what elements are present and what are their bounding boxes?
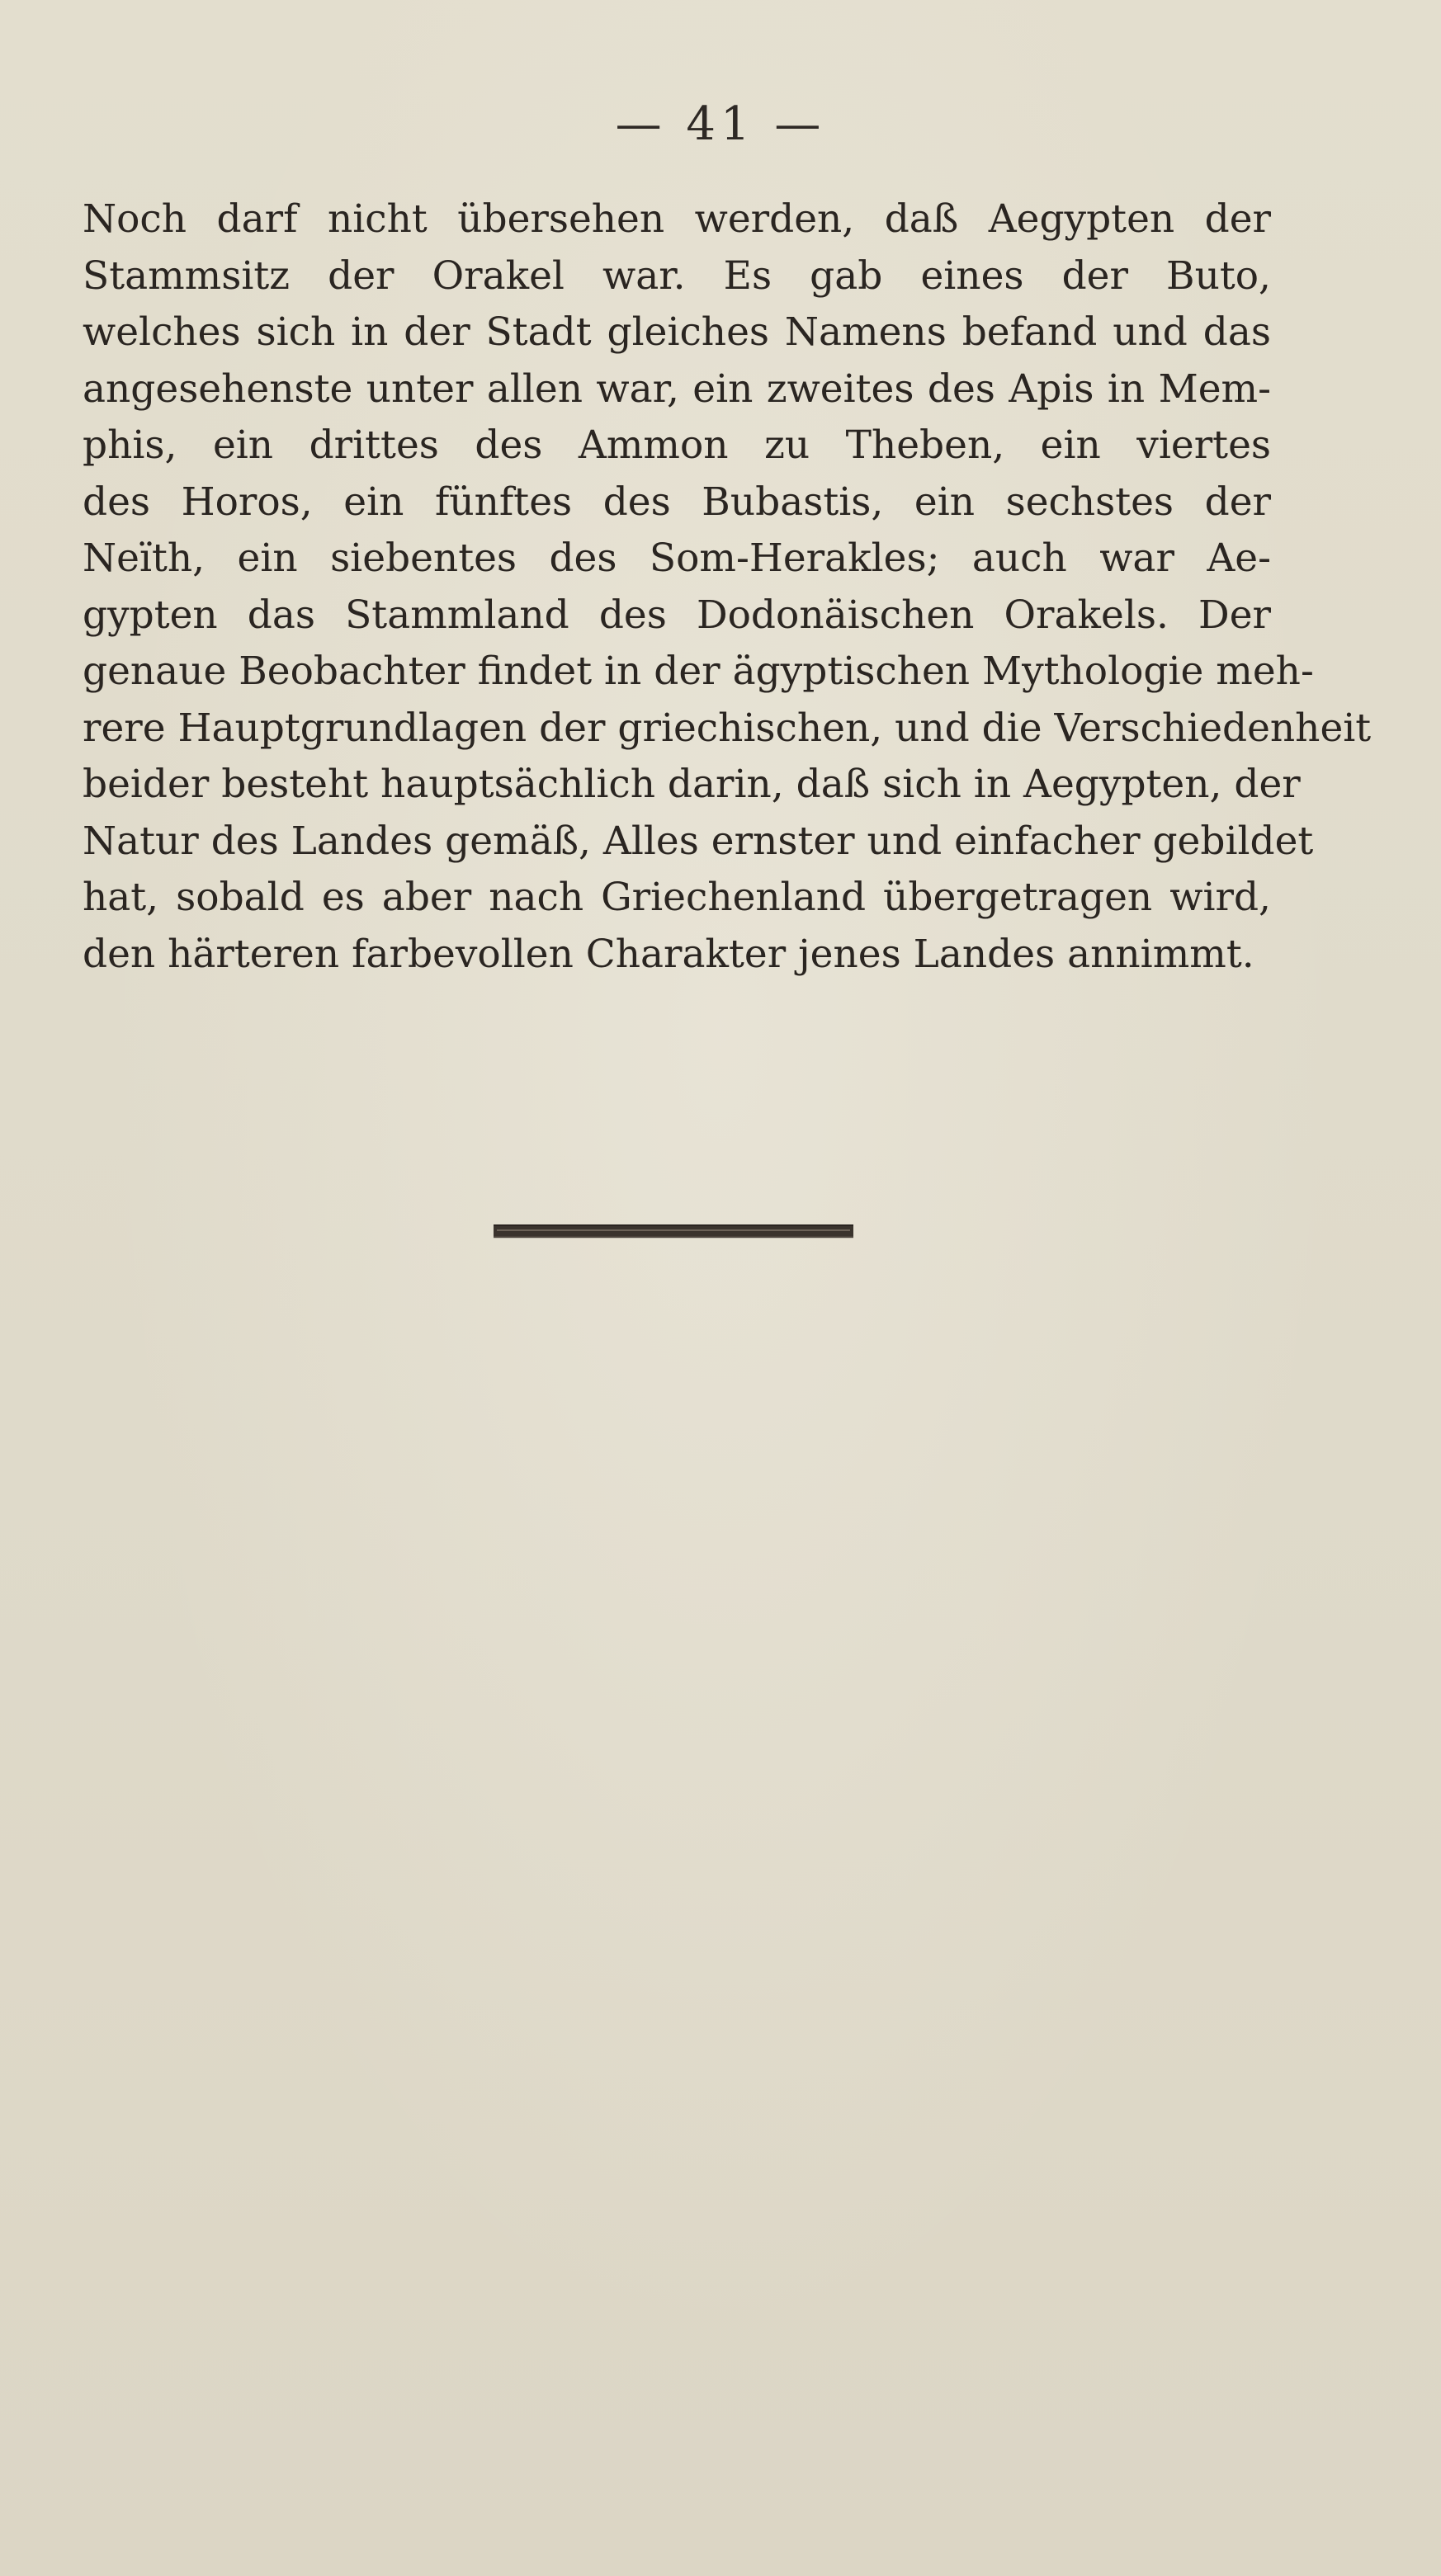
text-line: Neïth, ein siebentes des Som-Herakles; auch war Ae- bbox=[83, 535, 1271, 581]
text-line: hat, sobald es aber nach Griechenland übergetragen wird, bbox=[83, 875, 1271, 920]
text-line: phis, ein drittes des Ammon zu Theben, ein viertes bbox=[83, 422, 1271, 468]
text-line: welches sich in der Stadt gleiches Namens befand und das bbox=[83, 309, 1271, 355]
section-divider-rule bbox=[494, 1224, 853, 1238]
text-line: rere Hauptgrundlagen der griechischen, und die Verschiedenheit bbox=[83, 705, 1372, 751]
page-number: — 41 — bbox=[615, 97, 826, 151]
text-line: gypten das Stammland des Dodonäischen Orakels. Der bbox=[83, 592, 1271, 638]
text-line: Natur des Landes gemäß, Alles ernster und einfacher gebildet bbox=[83, 818, 1314, 864]
body-paragraph bbox=[83, 191, 1372, 983]
text-line: beider besteht hauptsächlich darin, daß sich in Aegypten, der bbox=[83, 762, 1301, 807]
text-line: Noch darf nicht übersehen werden, daß Aegypten der bbox=[83, 196, 1271, 242]
text-line: angesehenste unter allen war, ein zweites des Apis in Mem- bbox=[83, 366, 1271, 412]
text-line: Stammsitz der Orakel war. Es gab eines der Buto, bbox=[83, 252, 1271, 299]
text-line: den härteren farbevollen Charakter jenes Landes annimmt. bbox=[83, 931, 1254, 977]
text-line: des Horos, ein fünftes des Bubastis, ein sechstes der bbox=[83, 479, 1271, 525]
text-line: genaue Beobachter findet in der ägyptischen Mythologie meh- bbox=[83, 649, 1314, 694]
